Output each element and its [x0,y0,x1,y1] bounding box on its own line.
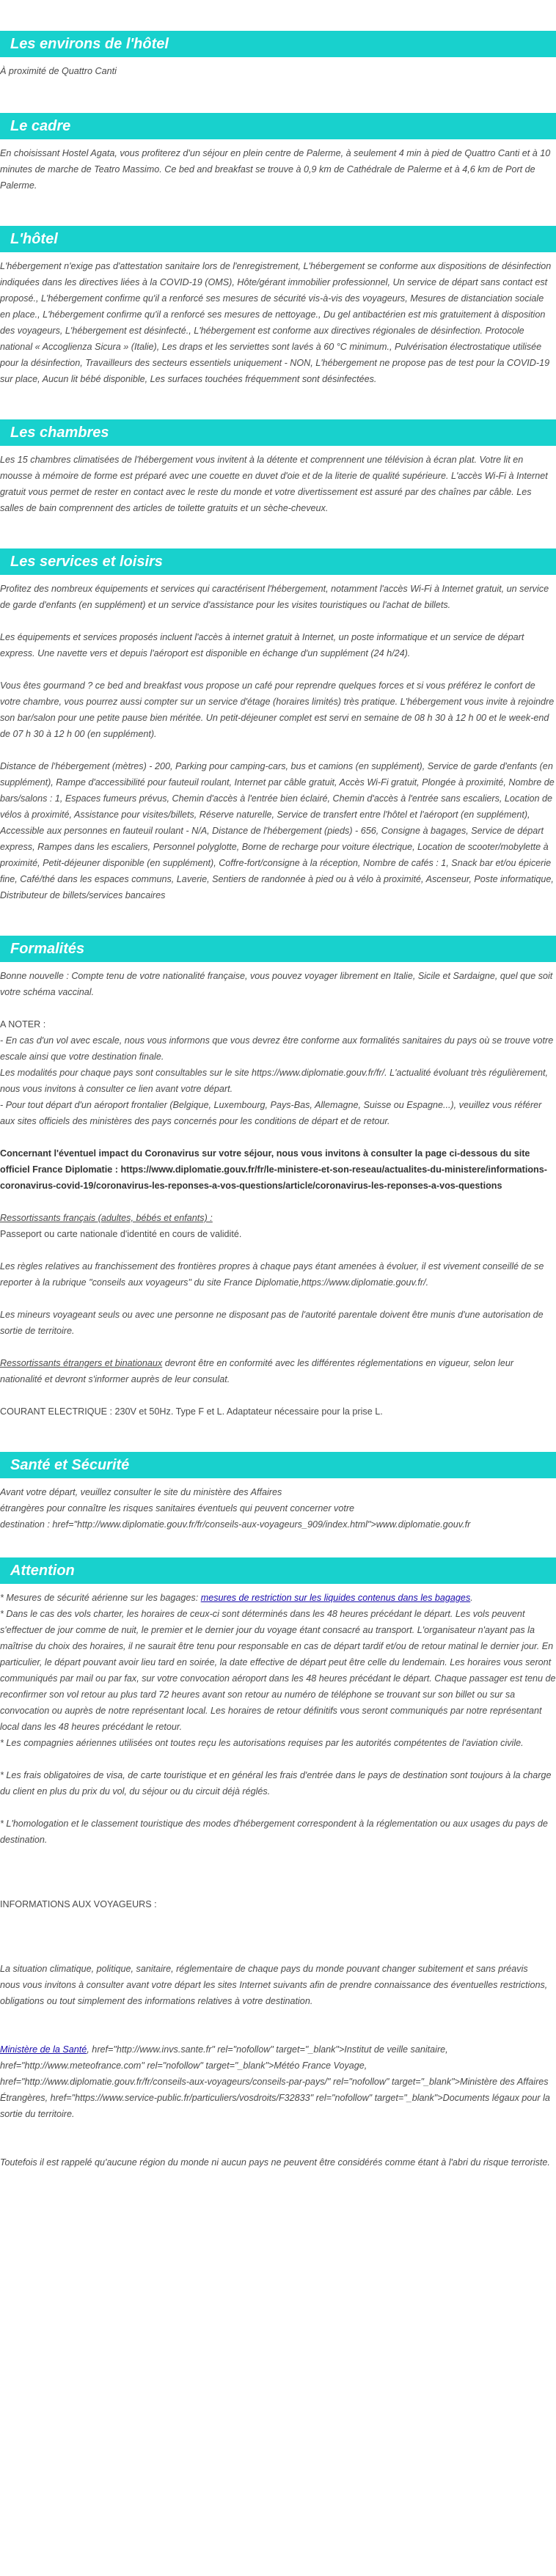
attention-m1 [0,1590,556,1606]
note-2: Les modalités pour chaque pays sont consultables sur le site https://www.diplomatie.gouv.fr/fr/. L'actualité évoluant très régulièrement, nous vous invitons à consulter ce lien avant votre départ. [0,1068,548,1094]
section-header-environs: Les environs de l'hôtel [0,31,556,57]
services-p3: Vous êtes gourmand ? ce bed and breakfast vous propose un café pour reprendre quelques forces et si vous préférez le confort de votre chambre, vous pourrez aussi compter sur un service d'étage (horaires limités) très pratique. L'hébergement vous invite à rejoindre son bar/salon pour une petite pause bien méritée. Un petit-déjeuner complet est servi en semaine de 08 h 30 à 12 h 00 et le week-end de 07 h 30 à 12 h 00 (en supplément). [0,680,555,739]
attention-m4: * Les frais obligatoires de visa, de carte touristique et en général les frais d'entrée dans le pays de destination sont toujours à la charge du client en plus du prix du vol, du séjour ou du circuit déjà réglés. [0,1770,552,1797]
resid-foreign-label: Ressortissants étrangers et binationaux [0,1358,163,1368]
services-p1: Profitez des nombreux équipements et services qui caractérisent l'hébergement, notamment l'accès Wi-Fi à Internet gratuit, un service de garde d'enfants (en supplément) et un service d'assistance pour les visites touristiques ou l'achat de billets. [0,584,549,610]
section-header-hotel: L'hôtel [0,226,556,252]
electric-current: COURANT ELECTRIQUE : 230V et 50Hz. Type F et L. Adaptateur nécessaire pour la prise L. [0,1406,383,1417]
chambres-text: Les 15 chambres climatisées de l'hébergement vous invitent à la détente et comprennent une télévision à écran plat. Votre lit en mousse à mémoire de forme est préparé avec une couette en duvet d'oie et de la literie de qualité supérieure. L'accès Wi-Fi à Internet gratuit vous permet de rester en contact avec le reste du monde et votre divertissement est assuré par des chaînes par câble. Les salles de bain comprennent des articles de toilette gratuits et un sèche-cheveux. [0,455,548,513]
info-p2: nous vous invitons à consulter avant votre départ les sites Internet suivants afin de prendre connaissance des éventuelles restrictions, obligations ou tout simplement des informations relatives à votre destination. [0,1980,548,2006]
environs-text: À proximité de Quattro Canti [0,66,117,76]
m1-prefix: * Mesures de sécurité aérienne sur les bagages: [0,1593,201,1603]
info-links [0,2041,556,2122]
section-header-sante: Santé et Sécurité [0,1452,556,1478]
resid-foreign [0,1355,556,1387]
border-rules: Les règles relatives au franchissement des frontières propres à chaque pays étant amenées à évoluer, il est vivement conseillé de se reporter à la rubrique "conseils aux voyageurs" du site France Diplomatie,https://www.diplomatie.gouv.fr/. [0,1261,544,1288]
attention-m5: * L'homologation et le classement touristique des modes d'hébergement correspondent à la réglementation ou aux usages du pays de destination. [0,1819,548,1845]
hotel-text: L'hébergement n'exige pas d'attestation sanitaire lors de l'enregistrement, L'hébergement se conforme aux dispositions de désinfection indiquées dans les directives liées à la COVID-19 (OMS), Hôte/gérant immobilier professionnel, Un service de départ sans contact est proposé., L'hébergement confirme qu'il a renforcé ses mesures de sécurité vis-à-vis des voyageurs, Mesures de distanciation sociale en place., L'hébergement confirme qu'il a renforcé ses mesures de nettoyage., Du gel antibactérien est mis gratuitement à disposition des voyageurs, L'hébergement est désinfecté., L'hébergement est conforme aux directives régionales de désinfection. Protocole national « Accoglienza Sicura » (Italie), Les draps et les serviettes sont lavés à 60 °C minimum., Pulvérisation électrostatique utilisée pour la désinfection, Travailleurs des secteurs essentiels uniquement - NON, L'hébergement ne propose pas de test pour la COVID-19 sur place, Aucun lit bébé disponible, Les surfaces touchées fréquemment sont désinfectées. [0,261,552,384]
sante-line-1: Avant votre départ, veuillez consulter le site du ministère des Affaires [0,1487,282,1497]
services-p4: Distance de l'hébergement (mètres) - 200, Parking pour camping-cars, bus et camions (en supplément), Service de garde d'enfants (en supplément), Rampe d'accessibilité pour fauteuil roulant, Internet par câble gratuit, Accès Wi-Fi gratuit, Plongée à proximité, Nombre de bars/salons : 1, Espaces fumeurs prévus, Chemin d'accès à l'entrée bien éclairé, Chemin d'accès à l'entrée sans escaliers, Location de vélos à proximité, Assistance pour visites/billets, Réserve naturelle, Service de transfert entre l'hôtel et l'aéroport (en supplément), Accessible aux personnes en fauteuil roulant - N/A, Distance de l'hébergement (pieds) - 656, Consigne à bagages, Service de départ express, Rampes dans les escaliers, Personnel polyglotte, Borne de recharge pour voiture électrique, Location de scooter/mobylette à proximité, Petit-déjeuner disponible (en supplément), Coffre-fort/consigne à la réception, Nombre de cafés : 1, Snack bar et/ou épicerie fine, Café/thé dans les espaces communs, Laverie, Sentiers de randonnée à pied ou à vélo à proximité, Ascenseur, Poste informatique, Distributeur de billets/services bancaires [0,761,555,900]
note-3: - Pour tout départ d'un aéroport frontalier (Belgique, Luxembourg, Pays-Bas, Allemagne, Suisse ou Espagne...), veuillez vous référer aux sites officiels des ministères des pays concernés pour les conditions de départ et de retour. [0,1100,542,1126]
section-header-services: Les services et loisirs [0,548,556,575]
cadre-text: En choisissant Hostel Agata, vous profiterez d'un séjour en plein centre de Palerme, à seulement 4 min à pied de Quattro Canti et à 10 minutes de marche de Teatro Massimo. Ce bed and breakfast se trouve à 0,9 km de Cathédrale de Palerme et à 4,6 km de Port de Palerme. [0,148,551,191]
section-header-chambres: Les chambres [0,419,556,446]
attention-m3: * Les compagnies aériennes utilisées ont toutes reçu les autorisations requises par les autorités compétentes de l'aviation civile. [0,1738,524,1748]
info-p1: La situation climatique, politique, sanitaire, réglementaire de chaque pays du monde pouvant changer subitement et sans préavis [0,1964,528,1974]
section-header-formalites: Formalités [0,936,556,962]
sante-line-3: destination : href="http://www.diplomatie.gouv.fr/fr/conseils-aux-voyageurs_909/index.html">www.diplomatie.gouv.fr [0,1519,471,1530]
formalites-p1: Bonne nouvelle : Compte tenu de votre nationalité française, vous pouvez voyager librement en Italie, Sicile et Sardaigne, quel que soit votre schéma vaccinal. [0,971,553,997]
info-title: INFORMATIONS AUX VOYAGEURS : [0,1899,157,1909]
note-label: A NOTER : [0,1019,46,1030]
services-p2: Les équipements et services proposés incluent l'accès à internet gratuit à Internet, un poste informatique et un service de départ express. Une navette vers et depuis l'aéroport est disponible en échange d'un supplément (24 h/24). [0,632,524,658]
attention-m2: * Dans le cas des vols charter, les horaires de ceux-ci sont déterminés dans les 48 heures précédant le départ. Les vols peuvent s'effectuer de jour comme de nuit, le premier et le dernier jour du voyage étant consacré au transport. L'organisateur n'ayant pas la maîtrise du choix des horaires, il ne saurait être tenu pour responsable en cas de départ tardif et/ou de retour matinal le dernier jour. En particulier, le départ pouvant avoir lieu tard en soirée, la date effective de départ peut être celle du lendemain. Les horaires vous seront communiqués par mail ou par fax, sur votre convocation aéroport dans les 48 heures précédant le départ. Chaque passager est tenu de reconfirmer son vol retour au plus tard 72 heures avant son retour au numéro de téléphone se trouvant sur son billet ou sur sa convocation ou auprès de notre représentant local. Les horaires de retour définitifs vous seront communiqués par notre représentant local dans les 48 heures précédant le retour. [0,1609,556,1732]
section-header-cadre: Le cadre [0,113,556,139]
liquids-restriction-link[interactable]: mesures de restriction sur les liquides contenus dans les bagages [200,1593,471,1603]
sante-line-2: étrangères pour connaître les risques sanitaires éventuels qui peuvent concerner votre [0,1503,355,1513]
info-links-text: , href="http://www.invs.sante.fr" rel="nofollow" target="_blank">Institut de veille sanitaire, href="http://www.meteofrance.com" rel="nofollow" target="_blank">Météo France Voyage, href="http://www.diplomatie.gouv.fr/fr/conseils-aux-voyageurs/conseils-par-pays/" rel="nofollow" target="_blank">Ministère des Affaires Étrangères, href="https://www.service-public.fr/particuliers/vosdroits/F32833" rel="nofollow" target="_blank">Documents légaux pour la sortie du territoire. [0,2044,550,2119]
resid-fr-text: Passeport ou carte nationale d'identité en cours de validité. [0,1229,242,1239]
covid-notice: Concernant l'éventuel impact du Coronavirus sur votre séjour, nous vous invitons à consulter la page ci-dessous du site officiel France Diplomatie : https://www.diplomatie.gouv.fr/fr/le-ministere-et-son-reseau/actualites-du-ministere/informations-coronavirus-covid-19/coronavirus-les-reponses-a-vos-questions/article/coronavirus-les-reponses-a-vos-questions [0,1148,547,1191]
resid-fr-label: Ressortissants français (adultes, bébés et enfants) : [0,1213,213,1223]
minors-rule: Les mineurs voyageant seuls ou avec une personne ne disposant pas de l'autorité parentale doivent être munis d'une autorisation de sortie de territoire. [0,1310,544,1336]
section-header-attention: Attention [0,1557,556,1584]
resid-foreign-text: devront être en conformité avec les différentes réglementations en vigueur, selon leur nationalité et devront s'informer auprès de leur consulat. [0,1358,514,1384]
ministere-sante-link[interactable]: Ministère de la Santé [0,2044,87,2055]
terror-notice: Toutefois il est rappelé qu'aucune région du monde ni aucun pays ne peuvent être considérés comme étant à l'abri du risque terroriste. [0,2157,550,2168]
m1-suffix: . [470,1593,473,1603]
note-1: - En cas d'un vol avec escale, nous vous informons que vous devrez être conforme aux formalités sanitaires du pays où se trouve votre escale ainsi que votre destination finale. [0,1035,554,1062]
